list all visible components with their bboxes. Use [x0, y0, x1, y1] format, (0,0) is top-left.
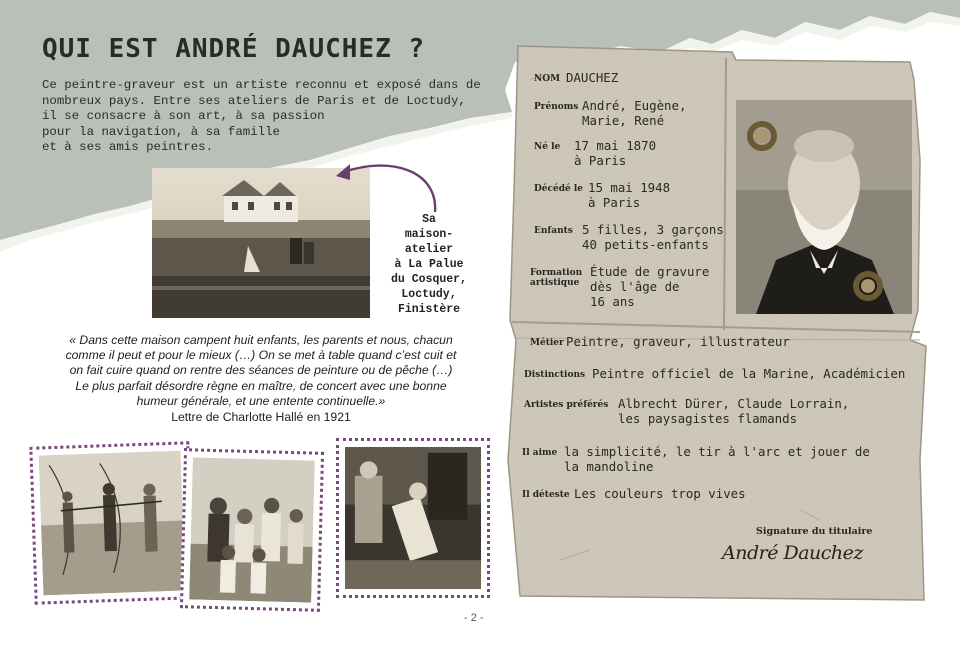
family-photo	[180, 448, 324, 612]
curved-arrow-icon	[330, 150, 450, 220]
formation-value: Étude de gravure dès l'âge de 16 ans	[590, 264, 710, 309]
nom-label: NOM	[534, 74, 561, 84]
artistes-label: Artistes préférés	[524, 400, 609, 410]
archery-photo	[29, 441, 194, 604]
house-caption: Sa maison-atelier à La Palue du Cosquer, Loctudy, Finistère	[391, 213, 467, 316]
decede-value: 15 mai 1948 à Paris	[588, 180, 671, 210]
page-title: QUI EST ANDRÉ DAUCHEZ ?	[42, 34, 426, 64]
signature-label: Signature du titulaire	[756, 526, 873, 537]
aime-value: la simplicité, le tir à l'arc et jouer de la mandoline	[564, 444, 870, 474]
ne-value: 17 mai 1870 à Paris	[574, 138, 657, 168]
workshop-photo	[336, 438, 490, 598]
aime-label: Il aime	[522, 448, 558, 458]
formation-label: Formation artistique	[530, 268, 583, 288]
quote-text: « Dans cette maison campent huit enfants, les parents et nous, chacun comme il peut et pour le mieux (…) On se met à table quand c’est cuit et on fait cuire quand on rentre des séances de peinture ou de pêche (…) Le plus parfait désordre règne en maître, de concert avec une bonne humeur générale, et une entente continuelle.»	[65, 333, 457, 408]
intro-paragraph: Ce peintre-graveur est un artiste reconnu et exposé dans de nombreux pays. Entre ses ateliers de Paris et de Loctudy, il se consacre à son art, à sa passion pour la navigation, à sa famille et à ses amis peintres.	[42, 78, 481, 154]
metier-label: Métier	[530, 338, 564, 348]
portrait-photo	[736, 100, 912, 314]
enfants-value: 5 filles, 3 garçons 40 petits-enfants	[582, 222, 724, 252]
nom-value: DAUCHEZ	[566, 70, 619, 85]
distinctions-label: Distinctions	[524, 370, 586, 380]
deteste-label: Il déteste	[522, 490, 570, 500]
prenoms-value: André, Eugène, Marie, René	[582, 98, 687, 128]
prenoms-label: Prénoms	[534, 102, 579, 112]
distinctions-value: Peintre officiel de la Marine, Académicien	[592, 366, 906, 381]
artistes-value: Albrecht Dürer, Claude Lorrain, les paysagistes flamands	[618, 396, 850, 426]
quote-source: Lettre de Charlotte Hallé en 1921	[171, 410, 351, 424]
metier-value: Peintre, graveur, illustrateur	[566, 334, 790, 349]
deteste-value: Les couleurs trop vives	[574, 486, 746, 501]
decede-label: Décédé le	[534, 184, 584, 194]
signature: André Dauchez	[722, 542, 863, 564]
identity-card	[500, 40, 930, 610]
page-number: - 2 -	[464, 612, 484, 624]
ne-label: Né le	[534, 142, 561, 152]
enfants-label: Enfants	[534, 226, 573, 236]
